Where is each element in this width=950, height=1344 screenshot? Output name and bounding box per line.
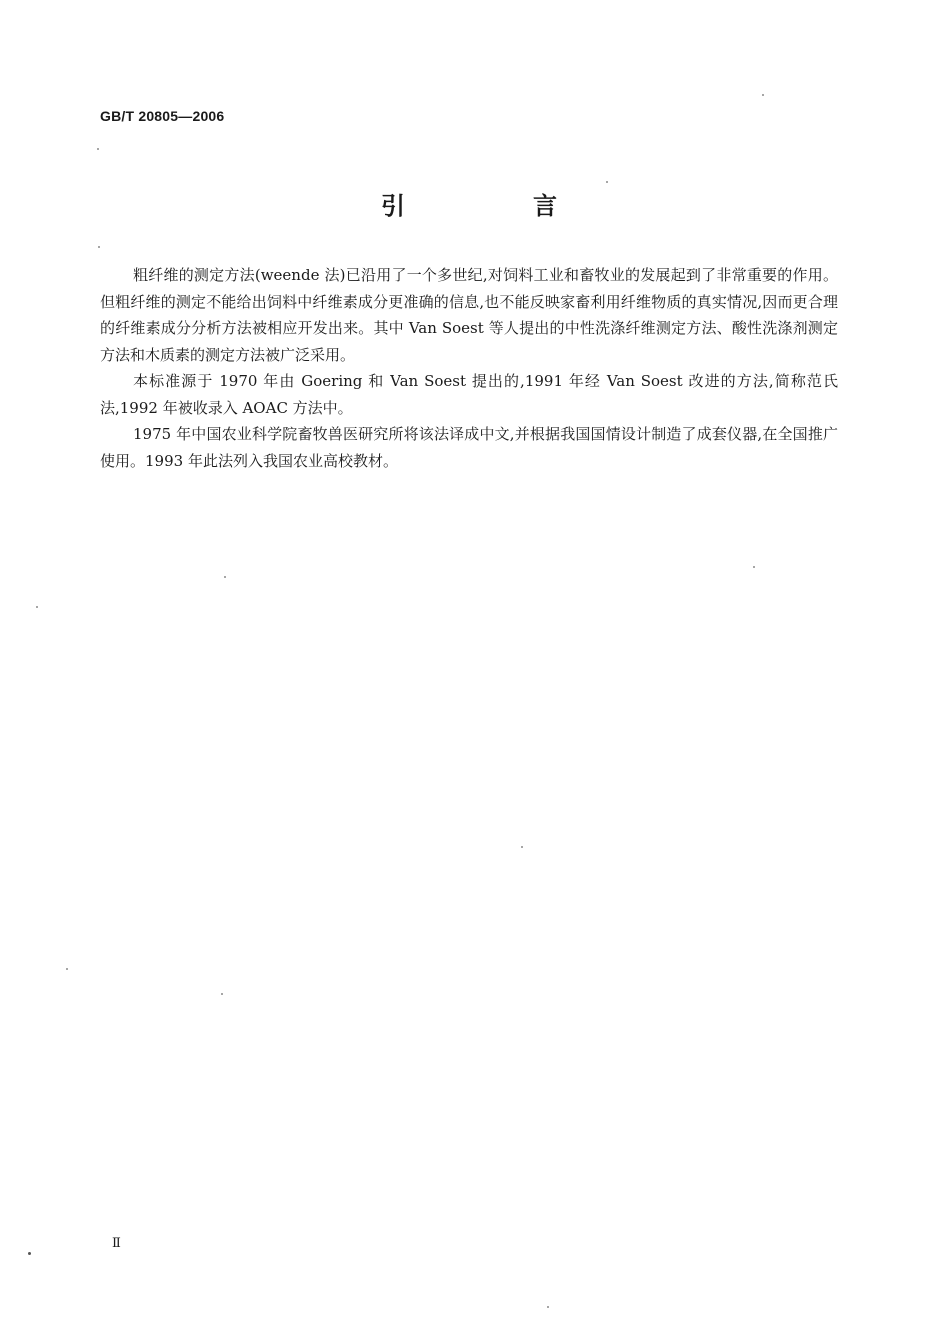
introduction-body bbox=[100, 262, 838, 474]
paragraph-1: 粗纤维的测定方法(weende 法)已沿用了一个多世纪,对饲料工业和畜牧业的发展起到了非常重要的作用。但粗纤维的测定不能给出饲料中纤维素成分更准确的信息,也不能反映家畜利用纤维物质的真实情况,因而更合理的纤维素成分分析方法被相应开发出来。其中 Van Soest 等人提出的中性洗涤纤维测定方法、酸性洗涤剂测定方法和木质素的测定方法被广泛采用。 bbox=[100, 266, 838, 364]
scan-speck bbox=[97, 148, 99, 150]
paragraph-3: 1975 年中国农业科学院畜牧兽医研究所将该法译成中文,并根据我国国情设计制造了成套仪器,在全国推广使用。1993 年此法列入我国农业高校教材。 bbox=[100, 425, 838, 470]
scan-speck bbox=[28, 1252, 31, 1255]
scan-speck bbox=[753, 566, 755, 568]
scan-speck bbox=[224, 576, 226, 578]
standard-code: GB/T 20805—2006 bbox=[100, 108, 225, 124]
page-number: Ⅱ bbox=[112, 1236, 121, 1251]
scan-speck bbox=[521, 846, 523, 848]
scan-speck bbox=[36, 606, 38, 608]
page-title: 引 言 bbox=[381, 192, 609, 220]
scan-speck bbox=[547, 1306, 549, 1308]
scan-speck bbox=[66, 968, 68, 970]
scan-speck bbox=[221, 993, 223, 995]
scan-speck bbox=[98, 246, 100, 248]
paragraph-2: 本标准源于 1970 年由 Goering 和 Van Soest 提出的,1991 年经 Van Soest 改进的方法,简称范氏法,1992 年被收录入 AOAC 方法中。 bbox=[100, 372, 838, 417]
scan-speck bbox=[606, 181, 608, 183]
scan-speck bbox=[762, 94, 764, 96]
